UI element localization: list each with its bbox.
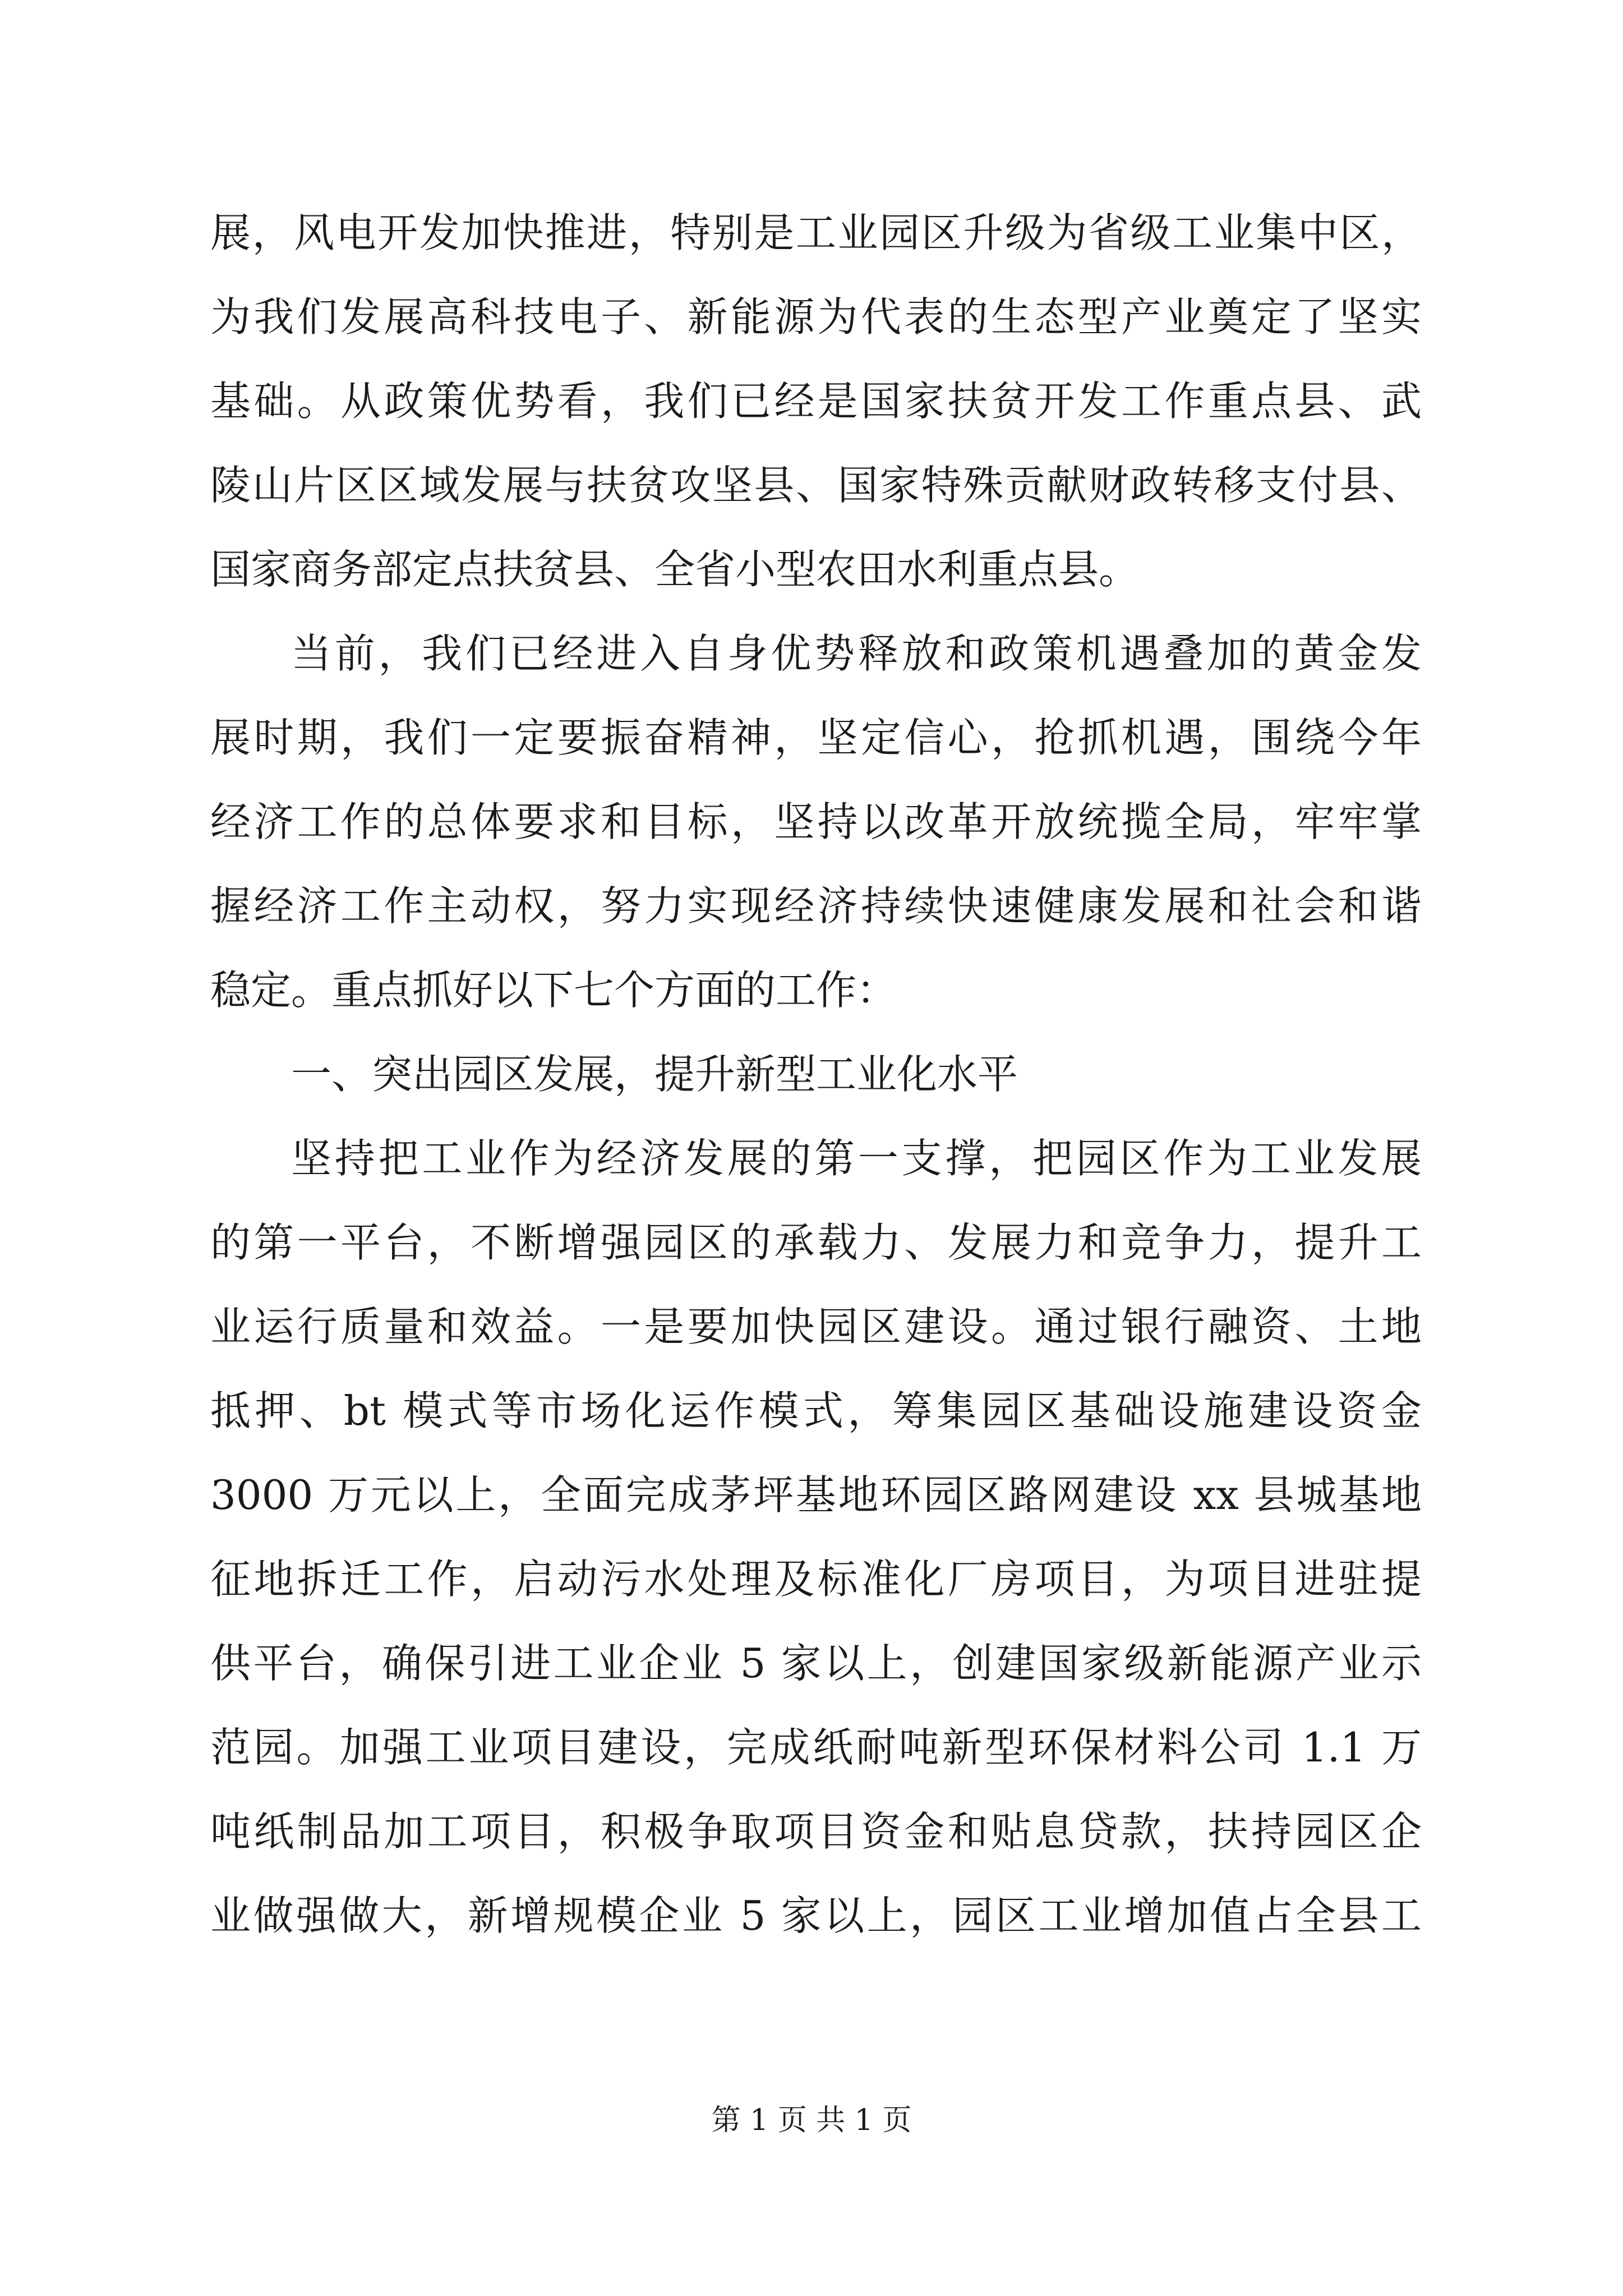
text-line: 基础。从政策优势看，我们已经是国家扶贫开发工作重点县、武 (210, 378, 1422, 425)
text-line: 3000 万元以上，全面完成茅坪基地环园区路网建设 xx 县城基地 (210, 1471, 1422, 1519)
text-line: 握经济工作主动权，努力实现经济持续快速健康发展和社会和谐 (210, 882, 1422, 930)
text-line: 国家商务部定点扶贫县、全省小型农田水利重点县。 (210, 546, 1140, 593)
page-footer: 第 1 页 共 1 页 (711, 2104, 912, 2137)
text-line: 展，风电开发加快推进，特别是工业园区升级为省级工业集中区， (210, 209, 1422, 256)
text-line: 当前，我们已经进入自身优势释放和政策机遇叠加的黄金发 (291, 630, 1422, 677)
text-line: 供平台，确保引进工业企业 5 家以上，创建国家级新能源产业示 (210, 1640, 1422, 1687)
text-line: 业做强做大，新增规模企业 5 家以上，园区工业增加值占全县工 (210, 1892, 1422, 1939)
text-line: 坚持把工业作为经济发展的第一支撑，把园区作为工业发展 (291, 1135, 1422, 1182)
text-line: 为我们发展高科技电子、新能源为代表的生态型产业奠定了坚实 (210, 293, 1422, 341)
text-line: 抵押、bt 模式等市场化运作模式，筹集园区基础设施建设资金 (210, 1387, 1422, 1434)
text-line: 业运行质量和效益。一是要加快园区建设。通过银行融资、土地 (210, 1303, 1422, 1350)
text-line: 一、突出园区发展，提升新型工业化水平 (291, 1051, 1018, 1098)
text-line: 征地拆迁工作，启动污水处理及标准化厂房项目，为项目进驻提 (210, 1556, 1422, 1603)
text-line: 范园。加强工业项目建设，完成纸耐吨新型环保材料公司 1.1 万 (210, 1724, 1422, 1771)
text-line: 的第一平台，不断增强园区的承载力、发展力和竞争力，提升工 (210, 1219, 1422, 1266)
text-line: 吨纸制品加工项目，积极争取项目资金和贴息贷款，扶持园区企 (210, 1808, 1422, 1855)
text-line: 稳定。重点抓好以下七个方面的工作： (210, 967, 897, 1014)
text-line: 展时期，我们一定要振奋精神，坚定信心，抢抓机遇，围绕今年 (210, 714, 1422, 761)
text-line: 陵山片区区域发展与扶贫攻坚县、国家特殊贡献财政转移支付县、 (210, 462, 1422, 509)
document-body (210, 191, 1422, 1958)
text-line: 经济工作的总体要求和目标，坚持以改革开放统揽全局，牢牢掌 (210, 798, 1422, 845)
